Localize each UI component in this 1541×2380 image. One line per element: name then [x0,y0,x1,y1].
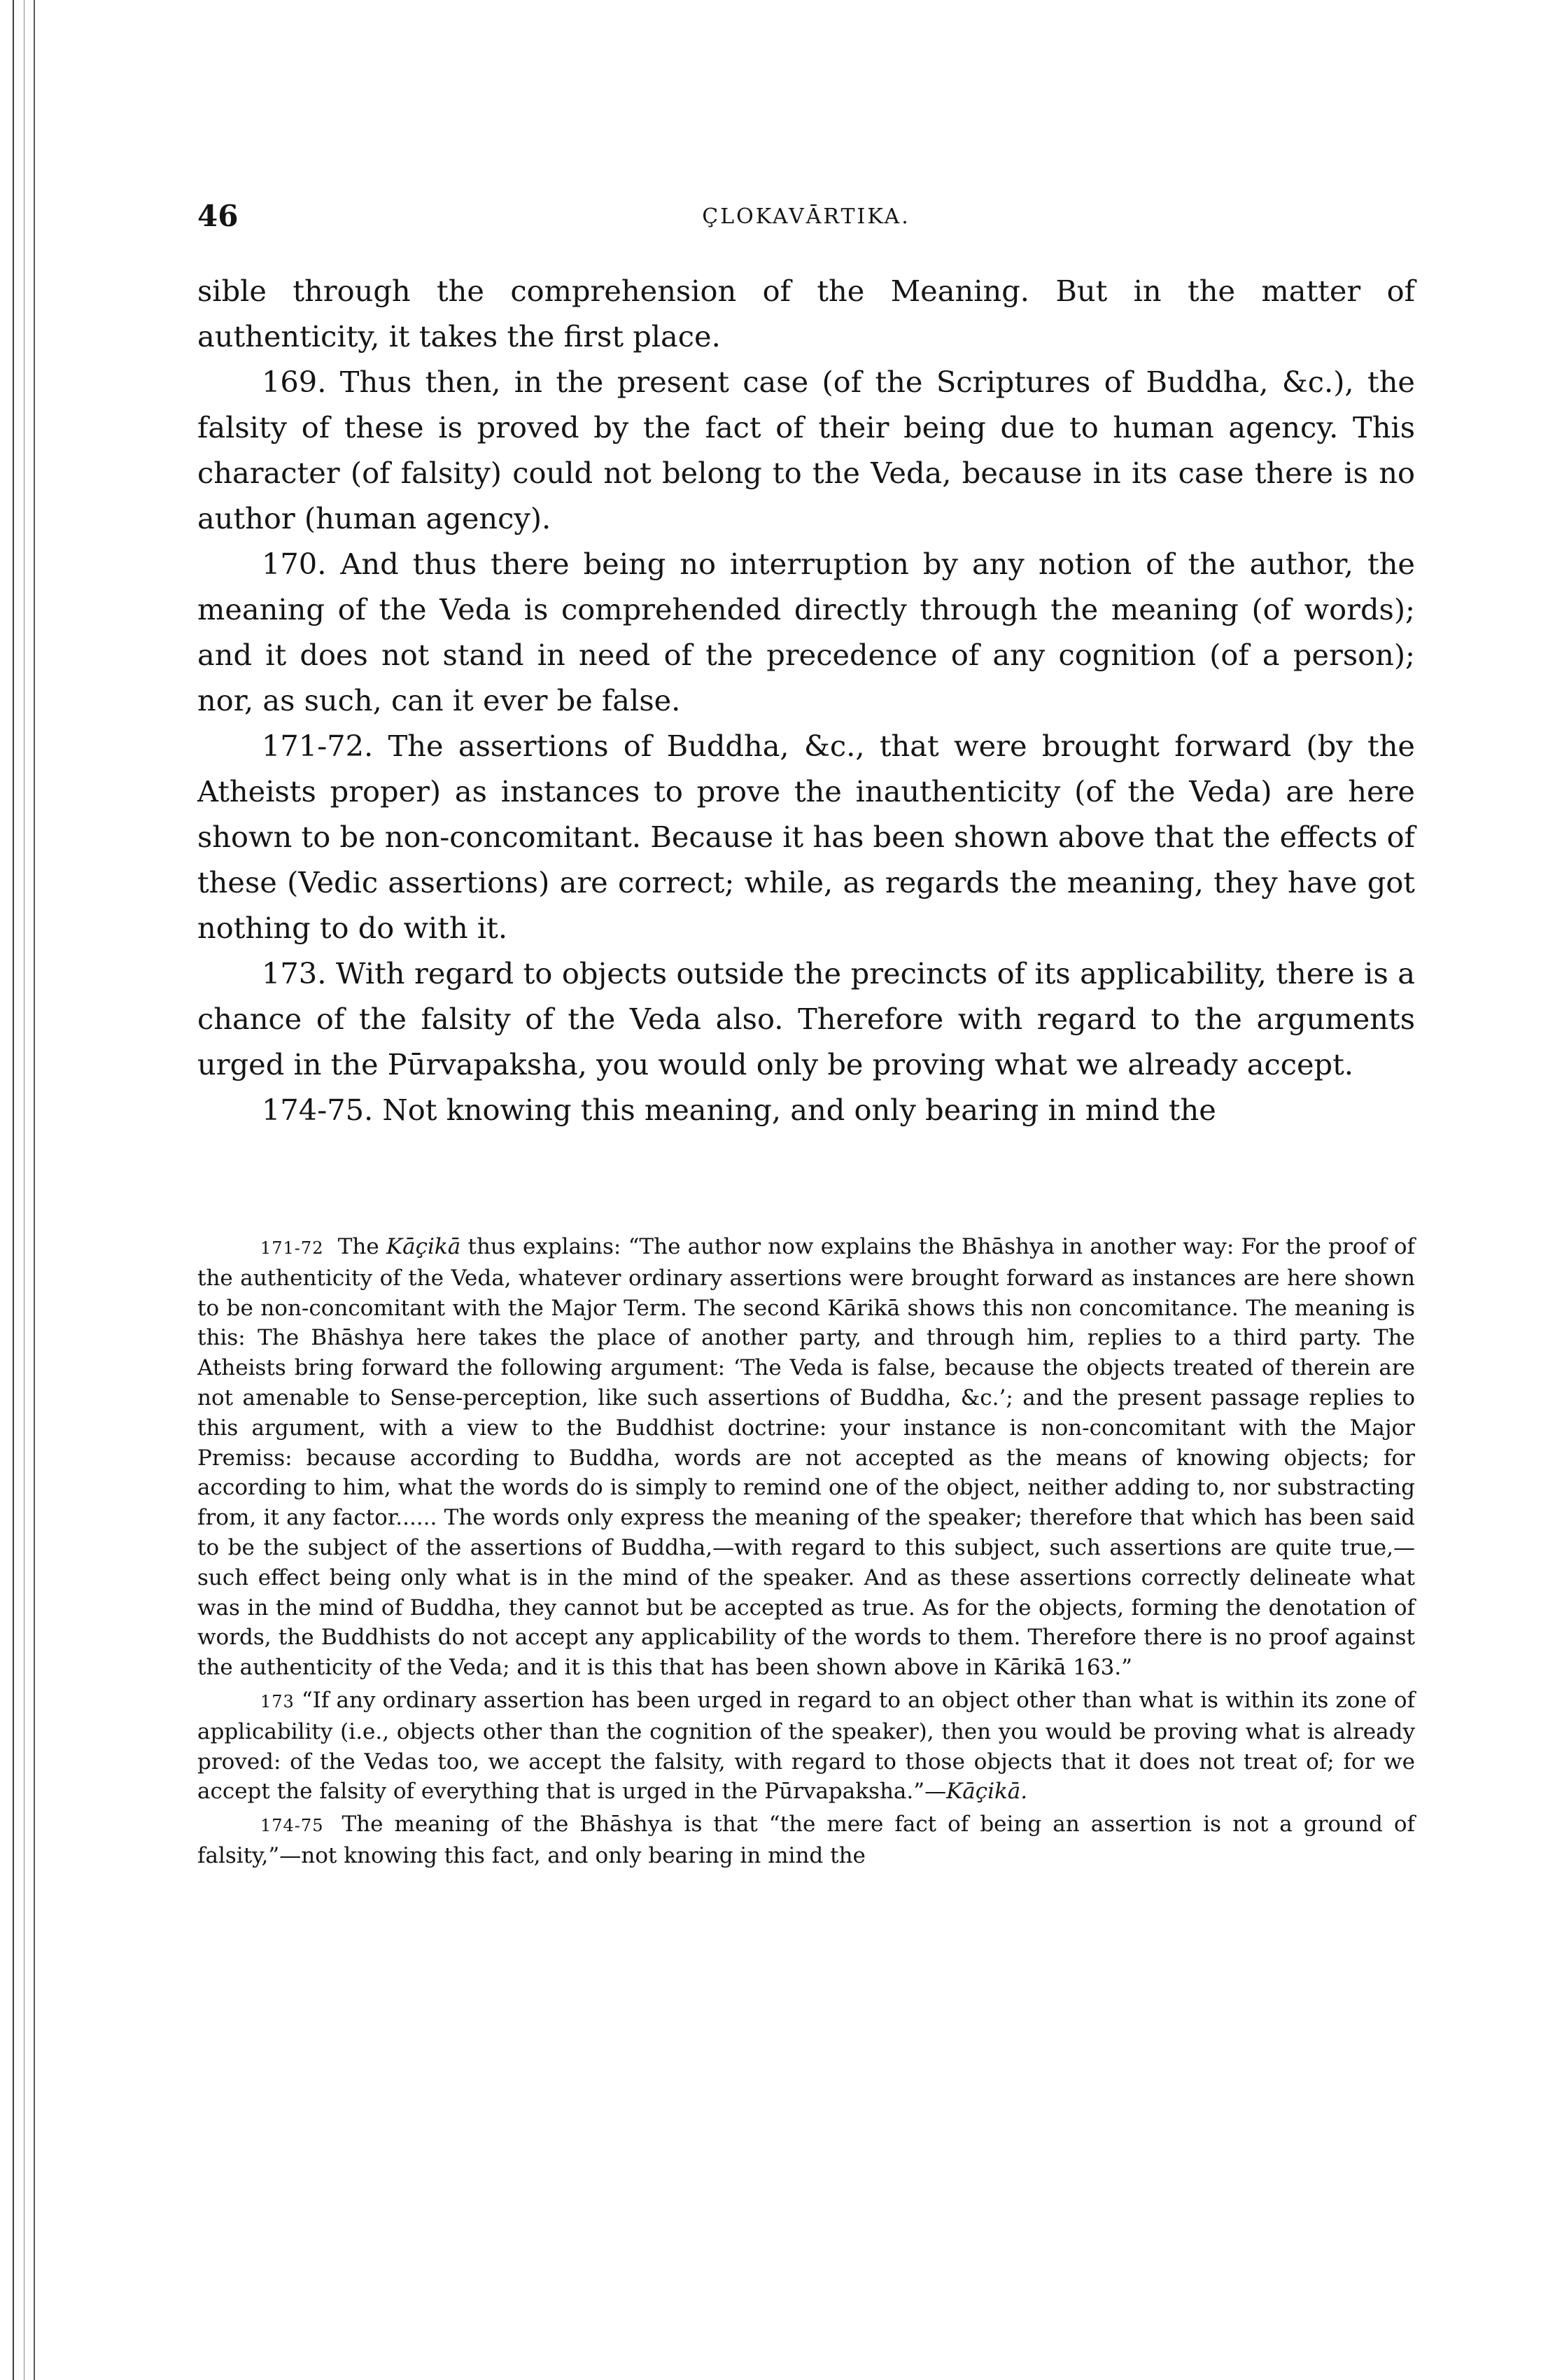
footnote-ref: 171-72 [260,1238,324,1258]
footnote-text: The meaning of the Bhāshya is that “the mere fact of being an assertion is not a ground of falsity,”—not knowing this fact, and only bearing in mind the [197,1812,1415,1868]
paragraph: 171-72. The assertions of Buddha, &c., that were brought forward (by the Atheists proper) as instances to prove the inauthenticity (of the Veda) are here shown to be non-concomitant. Because it has been shown above that the effects of these (Vedic assertions) are correct; while, as regards the meaning, they have got nothing to do with it. [197,729,1415,945]
footnote [197,1809,1415,1871]
footnote-ref: 173 [260,1691,295,1712]
main-text [197,268,1415,1133]
paragraph: 169. Thus then, in the present case (of the Scriptures of Buddha, &c.), the falsity of these is proved by the fact of their being due to human agency. This character (of falsity) could not belong to the Veda, because in its case there is no author (human agency). [197,365,1415,536]
footnotes [197,1232,1415,1874]
page-number: 46 [197,199,239,233]
paragraph: 174-75. Not knowing this meaning, and only bearing in mind the [262,1093,1216,1127]
paragraph: 170. And thus there being no interruption by any notion of the author, the meaning of the Veda is comprehended directly through the meaning (of words); and it does not stand in need of the precedence of any cognition (of a person); nor, as such, can it ever be false. [197,547,1415,718]
page-binding-edge [13,0,14,2380]
footnote-source: Kāçikā [386,1234,461,1259]
footnote-source: Kāçikā. [946,1779,1028,1805]
page-binding-edge [34,0,35,2380]
paragraph: sible through the comprehension of the Meaning. But in the matter of authenticity, it takes the first place. [197,274,1415,354]
footnote-ref: 174-75 [260,1816,324,1836]
footnote-text: thus explains: “The author now explains the Bhāshya in another way: For the proof of the authenticity of the Veda, whatever ordinary assertions were brought forward as instances are here shown to be non-concomitant with the Major Term. The second Kārikā shows this non concomitance. The meaning is this: The Bhāshya here takes the place of another party, and through him, replies to a third party. The Atheists bring forward the following argument: ‘The Veda is false, because the objects treated of therein are not amenable to Sense-perception, like such assertions of Buddha, &c.’; and the present passage replies to this argument, with a view to the Buddhist doctrine: your instance is non-concomitant with the Major Premiss: because according to Buddha, words are not accepted as the means of knowing objects; for according to him, what the words do is simply to remind one of the object, neither adding to, nor substracting from, it any factor...... The words only express the meaning of the speaker; therefore that which has been said to be the subject of the assertions of Buddha,—with regard to this subject, such assertions are quite true,—such effect being only what is in the mind of the speaker. And as these assertions correctly delineate what was in the mind of Buddha, they cannot but be accepted as true. As for the objects, forming the denotation of words, the Buddhists do not accept any applicability of the words to them. Therefore there is no proof against the authenticity of the Veda; and it is this that has been shown above in Kārikā 163.” [197,1234,1415,1681]
running-title: ÇLOKAVĀRTIKA. [702,204,910,229]
footnote [197,1232,1415,1683]
footnote [197,1686,1415,1807]
footnote-lead: The [337,1234,379,1259]
page-header [197,199,1415,234]
paragraph: 173. With regard to objects outside the precincts of its applicability, there is a chance of the falsity of the Veda also. Therefore with regard to the arguments urged in the Pūrvapaksha, you would only be proving what we already accept. [197,956,1415,1082]
footnote-text: “If any ordinary assertion has been urged in regard to an object other than what is within its zone of applicability (i.e., objects other than the cognition of the speaker), then you would be proving what is already proved: of the Vedas too, we accept the falsity, with regard to those objects that it does not treat of; for we accept the falsity of everything that is urged in the Pūrvapaksha.”— [197,1687,1415,1805]
